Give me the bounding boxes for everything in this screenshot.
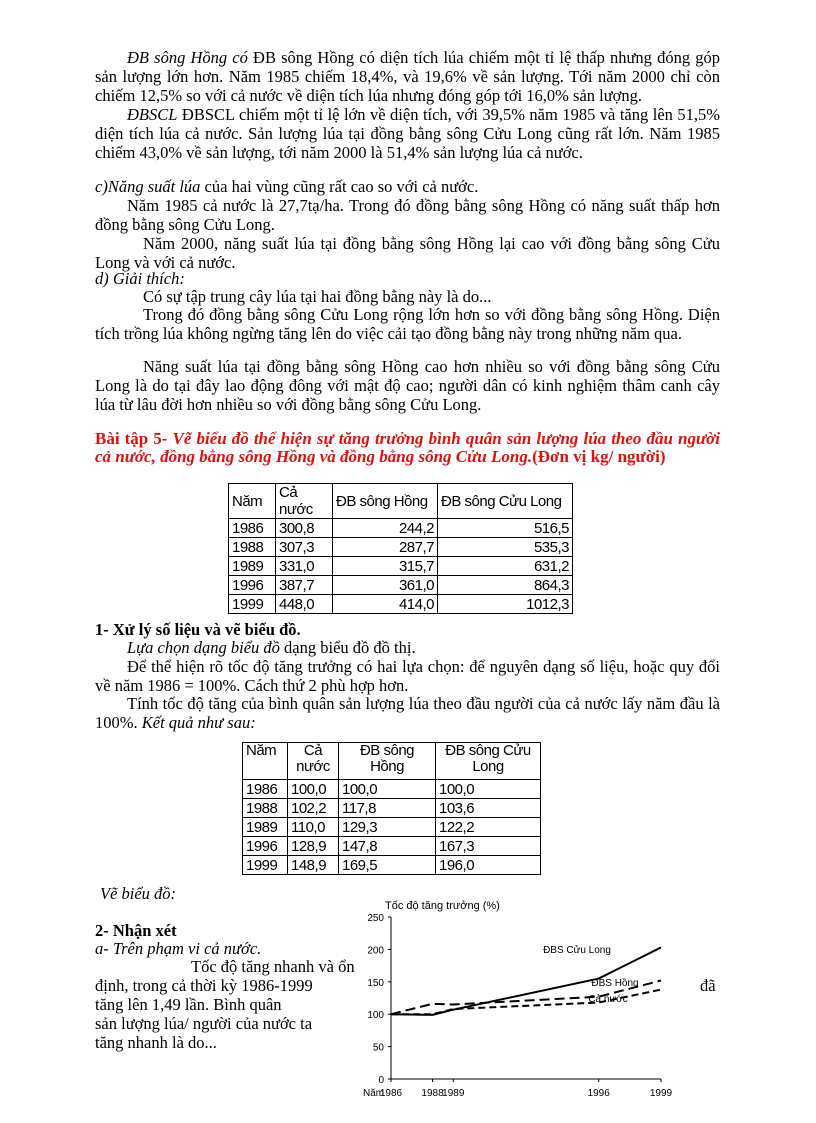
x-tick-label: 1988 xyxy=(421,1088,444,1099)
cell: 287,7 xyxy=(333,538,438,557)
exercise-task: Vẽ biểu đồ thể hiện sự tăng trưởng bình quân sản lượng lúa theo đầu người cả nước, đồng bằng sông Hồng và đồng bằng sông Cửu Long. xyxy=(95,429,720,466)
col-header-mekong: ĐB sông Cửu Long xyxy=(436,743,541,780)
cell: 300,8 xyxy=(276,519,333,538)
cell: 864,3 xyxy=(438,576,573,595)
yield-heading: c)Năng suất lúa xyxy=(95,177,201,196)
cell: 100,0 xyxy=(436,780,541,799)
draw-chart-label: Vẽ biểu đồ: xyxy=(100,884,177,903)
y-tick-label: 250 xyxy=(367,913,384,924)
col-header-country: Cả nước xyxy=(288,743,339,780)
paragraph-concentration: Có sự tập trung cây lúa tại hai đồng bằng này là do... xyxy=(143,287,492,306)
section2-heading: 2- Nhận xét xyxy=(95,921,177,940)
paragraph-text: ĐB sông Hồng có diện tích lúa chiếm một tỉ lệ thấp nhưng đóng góp sản lượng lớn hơn. Năm 1985 chiếm 18,4%, và 19,6% về sản lượng. Tới năm 2000 chỉ còn chiếm 12,5% so với cả nước về diện tích lúa nhưng đóng góp tới 16,0% sản lượng. xyxy=(95,48,720,105)
cell: 102,2 xyxy=(288,799,339,818)
y-tick-label: 100 xyxy=(367,1010,384,1022)
section2-sub: a- Trên phạm vi cả nước. xyxy=(95,939,262,958)
col-header-red-river: ĐB sông Hồng xyxy=(339,743,436,780)
cell: 631,2 xyxy=(438,557,573,576)
exercise-unit: (Đơn vị kg/ người) xyxy=(532,447,666,466)
cell: 196,0 xyxy=(436,856,541,875)
table-row xyxy=(229,519,573,538)
table-row xyxy=(229,576,573,595)
paragraph-text: Tính tốc độ tăng của bình quân sản lượng lúa theo đầu người của cả nước lấy năm đầu là 100%. xyxy=(95,694,720,732)
cell: 535,3 xyxy=(438,538,573,557)
text-line: sản lượng lúa/ người của nước ta xyxy=(95,1014,313,1033)
y-tick-label: 200 xyxy=(367,945,384,957)
cell: 1999 xyxy=(243,856,288,875)
paragraph-approach: Để thể hiện rõ tốc độ tăng trưởng có hai lựa chọn: để nguyên dạng số liệu, hoặc quy đổi về năm 1986 = 100%. Cách thứ 2 phù hợp hơn. xyxy=(95,657,720,695)
cell: 110,0 xyxy=(288,818,339,837)
paragraph-dbscl-area xyxy=(95,105,720,162)
growth-line-chart xyxy=(345,895,685,1105)
cell: 244,2 xyxy=(333,519,438,538)
growth-rate-table xyxy=(242,742,541,875)
col-header-year: Năm xyxy=(243,743,288,780)
cell: 147,8 xyxy=(339,837,436,856)
cell: 361,0 xyxy=(333,576,438,595)
text-line: tăng nhanh là do... xyxy=(95,1033,217,1052)
chart-title: Tốc độ tăng trưởng (%) xyxy=(385,900,500,912)
cell: 100,0 xyxy=(339,780,436,799)
cell: 129,3 xyxy=(339,818,436,837)
cell: 100,0 xyxy=(288,780,339,799)
cell: 414,0 xyxy=(333,595,438,614)
exercise-heading xyxy=(95,430,720,466)
col-header-year: Năm xyxy=(229,484,276,519)
text-line: định, trong cả thời kỳ 1986-1999 xyxy=(95,976,313,995)
chart-axes xyxy=(367,913,672,1099)
paragraph-1985-yield: Năm 1985 cả nước là 27,7tạ/ha. Trong đó đồng bằng sông Hồng có năng suất thấp hơn đồng bằng sông Cửu Long. xyxy=(95,196,720,234)
series-label: ĐBS Hồng xyxy=(591,978,639,989)
chart-choice-text: dạng biểu đồ đồ thị. xyxy=(279,638,416,657)
paragraph-red-river-yield: Năng suất lúa tại đồng bằng sông Hồng cao hơn nhiều so với đồng bằng sông Cửu Long là do tại đây lao động đông với mật độ cao; người dân có kinh nghiệm thâm canh cây lúa từ lâu đời hơn nhiều so với đồng bằng sông Cửu Long. xyxy=(95,357,720,414)
dbscl-lead: ĐBSCL xyxy=(127,105,178,124)
cell: 1996 xyxy=(229,576,276,595)
chart-labels xyxy=(543,944,639,1005)
cell: 122,2 xyxy=(436,818,541,837)
x-tick-label: 1989 xyxy=(442,1088,465,1099)
table-row xyxy=(243,837,541,856)
y-tick-label: 50 xyxy=(372,1042,384,1054)
cell: 331,0 xyxy=(276,557,333,576)
x-axis-prefix: Năm xyxy=(363,1088,385,1099)
y-tick-label: 0 xyxy=(378,1075,384,1086)
col-header-red-river: ĐB sông Hồng xyxy=(333,484,438,519)
y-tick-label: 150 xyxy=(367,977,384,989)
result-label: Kết quả như sau: xyxy=(141,713,256,732)
cell: 315,7 xyxy=(333,557,438,576)
cell: 117,8 xyxy=(339,799,436,818)
paragraph-text: của hai vùng cũng rất cao so với cả nước. xyxy=(200,177,479,196)
table-header-row xyxy=(229,484,573,519)
cell: 1989 xyxy=(229,557,276,576)
cell: 103,6 xyxy=(436,799,541,818)
chart-choice xyxy=(95,638,720,657)
table-row xyxy=(243,780,541,799)
cell: 1999 xyxy=(229,595,276,614)
cell: 448,0 xyxy=(276,595,333,614)
cell: 1012,3 xyxy=(438,595,573,614)
col-header-mekong: ĐB sông Cửu Long xyxy=(438,484,573,519)
cell: 148,9 xyxy=(288,856,339,875)
section1-heading: 1- Xử lý số liệu và vẽ biểu đồ. xyxy=(95,620,301,639)
table-row xyxy=(229,595,573,614)
x-tick-label: 1986 xyxy=(379,1088,403,1099)
table-row xyxy=(243,818,541,837)
table-row xyxy=(229,538,573,557)
paragraph-dbsh-area xyxy=(95,48,720,105)
paragraph-yield xyxy=(95,177,720,196)
cell: 1986 xyxy=(243,780,288,799)
cell: 169,5 xyxy=(339,856,436,875)
text-line: Tốc độ tăng nhanh và ổn xyxy=(191,957,355,976)
dbsh-lead: ĐB sông Hồng có xyxy=(127,48,248,67)
series-label: ĐBS Cửu Long xyxy=(543,945,611,956)
cell: 128,9 xyxy=(288,837,339,856)
table-row xyxy=(243,856,541,875)
chart-choice-label: Lựa chọn dạng biểu đồ xyxy=(127,638,280,657)
x-tick-label: 1996 xyxy=(587,1088,610,1099)
explain-heading: d) Giải thích: xyxy=(95,269,185,288)
cell: 1986 xyxy=(229,519,276,538)
paragraph-compute xyxy=(95,694,720,732)
col-header-country: Cả nước xyxy=(276,484,333,519)
cell: 516,5 xyxy=(438,519,573,538)
cell: 1989 xyxy=(243,818,288,837)
raw-data-table xyxy=(228,483,573,614)
cell: 1988 xyxy=(243,799,288,818)
cell: 307,3 xyxy=(276,538,333,557)
cell: 167,3 xyxy=(436,837,541,856)
paragraph-text: ĐBSCL chiếm một tỉ lệ lớn về diện tích, với 39,5% năm 1985 và tăng lên 51,5% diện tích lúa cả nước. Sản lượng lúa tại đồng bằng sông Cửu Long cũng rất lớn. Năm 1985 chiếm 43,0% về sản lượng, tới năm 2000 là 51,4% sản lượng lúa cả nước. xyxy=(95,105,720,162)
cell: 387,7 xyxy=(276,576,333,595)
exercise-label: Bài tập 5- xyxy=(95,429,173,448)
table-row xyxy=(229,557,573,576)
x-tick-label: 1999 xyxy=(649,1088,673,1099)
cell: 1996 xyxy=(243,837,288,856)
paragraph-2000-yield: Năm 2000, năng suất lúa tại đồng bằng sông Hồng lại cao với đồng bằng sông Cửu Long và với cả nước. xyxy=(95,234,720,272)
cell: 1988 xyxy=(229,538,276,557)
table-row xyxy=(243,799,541,818)
paragraph-mekong-area: Trong đó đồng bằng sông Cửu Long rộng lớn hơn so với đồng bằng sông Hồng. Diện tích trồng lúa không ngừng tăng lên do việc cải tạo đồng bằng này trong những năm qua. xyxy=(95,305,720,343)
table-header-row xyxy=(243,743,541,780)
series-label: Cả nước xyxy=(588,994,628,1005)
text-line-end: đã xyxy=(700,976,716,995)
text-line: tăng lên 1,49 lần. Bình quân xyxy=(95,995,282,1014)
